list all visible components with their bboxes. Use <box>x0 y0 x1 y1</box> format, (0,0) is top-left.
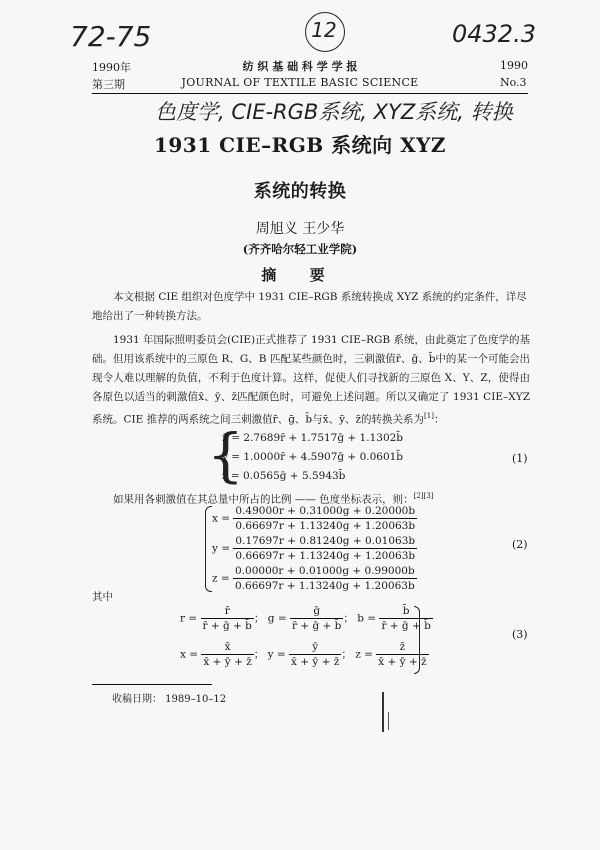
eq3-y-fraction <box>289 640 341 669</box>
eq1-line-z: z̄ = 0.0565ḡ + 5.5943b̄ <box>222 470 346 482</box>
eq3-z-numerator: z̄ <box>376 640 428 655</box>
eq1-line-y: ȳ = 1.0000r̄ + 4.5907ḡ + 0.0601b̄ <box>222 451 404 463</box>
equation-1 <box>222 432 522 494</box>
eq3-sep: ； <box>253 648 265 661</box>
eq2-row-y <box>212 534 512 564</box>
eq3-number: (3) <box>512 628 528 641</box>
handwritten-circle-number: 12 <box>311 18 337 42</box>
eq3-x-denominator: x̄ + ȳ + z̄ <box>203 656 252 668</box>
eq2-y-denominator: 0.66697r + 1.13240g + 1.20063b <box>235 550 416 562</box>
eq2-number: (2) <box>512 538 528 551</box>
handwritten-page-range: 72-75 <box>70 20 152 53</box>
eq3-z-lhs: z = <box>355 648 373 661</box>
eq2-x-denominator: 0.66697r + 1.13240g + 1.20063b <box>235 520 416 532</box>
header-journal-cn: 纺 织 基 础 科 学 学 报 <box>242 60 358 73</box>
authors: 周旭义 王少华 <box>255 221 345 237</box>
header-issue-right: No.3 <box>500 76 527 89</box>
eq3-g-numerator: ḡ <box>290 604 343 619</box>
eq3-b-numerator: b̄ <box>379 604 432 619</box>
eq2-z-lhs: z = <box>212 572 230 585</box>
eq3-y-denominator: x̄ + ȳ + z̄ <box>291 656 340 668</box>
eq3-row-1 <box>180 604 431 636</box>
header-rule <box>92 93 528 94</box>
eq2-z-denominator: 0.66697r + 1.13240g + 1.20063b <box>235 580 415 592</box>
eq2-y-numerator: 0.17697r + 0.81240g + 0.01063b <box>235 535 416 547</box>
eq3-y-numerator: ȳ <box>289 640 341 655</box>
equation-2 <box>212 504 512 594</box>
eq2-x-numerator: 0.49000r + 0.31000g + 0.20000b <box>235 505 416 517</box>
eq3-r-numerator: r̄ <box>201 604 254 619</box>
eq3-z-fraction <box>376 640 428 669</box>
scan-mark <box>382 692 384 732</box>
eq3-b-lhs: b = <box>357 612 377 625</box>
eq2-z-numerator: 0.00000r + 0.01000g + 0.99000b <box>235 565 415 577</box>
body-qizhong: 其中 <box>92 591 113 603</box>
eq3-y-lhs: y = <box>267 648 286 661</box>
body-paragraph-1 <box>92 331 530 430</box>
eq2-y-fraction <box>233 534 417 563</box>
eq3-b-denominator: r̄ + ḡ + b̄ <box>381 620 431 632</box>
abstract-heading: 摘 要 <box>261 266 339 284</box>
citation-1: [1] <box>424 412 434 420</box>
eq3-sep: ； <box>341 648 352 661</box>
handwritten-classification: 0432.3 <box>452 20 536 48</box>
eq1-brace: { <box>207 421 244 489</box>
eq3-right-brace <box>414 606 420 674</box>
eq2-x-lhs: x = <box>212 512 231 525</box>
handwritten-keywords: 色度学, CIE-RGB系统, XYZ系统, 转换 <box>155 100 513 124</box>
eq3-r-fraction <box>201 604 254 633</box>
body-paragraph-2-text: 如果用各刺激值在其总量中所占的比例 —— 色度坐标表示，则： <box>113 493 414 506</box>
eq3-row-2 <box>180 640 427 672</box>
header-issue-left: 第三期 <box>92 78 125 91</box>
paper-title-line2: 系统的转换 <box>253 181 347 202</box>
body-paragraph-1-text: 1931 年国际照明委员会(CIE)正式推荐了 1931 CIE–RGB 系统，由此奠定了色度学的基础。但用该系统中的三原色 R、G、B 匹配某些颜色时，三刺激值r̄、ḡ、b̄中的某一个可能会出现令人难以理解的负值，不利于色度计算。这样，促使人们寻找新的三原色 X、Y、Z，使得由各原色以适当的刺激值x̄、ȳ、z̄匹配颜色时，可避免上述问题。所以又确定了 1931 CIE–XYZ 系统。CIE 推荐的两系统之间三刺激值r̄、ḡ、b̄与x̄、ȳ、z̄的转换关系为 <box>92 334 530 426</box>
header-year-left: 1990年 <box>92 61 131 74</box>
eq3-sep: ； <box>253 612 265 625</box>
eq3-x-lhs: x = <box>180 648 199 661</box>
eq3-r-denominator: r̄ + ḡ + b̄ <box>202 620 252 632</box>
affiliation: (齐齐哈尔轻工业学院) <box>242 242 358 256</box>
eq2-row-x <box>212 504 512 534</box>
eq3-g-denominator: r̄ + ḡ + b̄ <box>291 620 342 632</box>
citation-2: [2][3] <box>413 492 434 500</box>
eq2-y-lhs: y = <box>212 542 231 555</box>
eq3-z-denominator: x̄ + ȳ + z̄ <box>378 656 427 668</box>
header-year-right: 1990 <box>500 59 528 72</box>
eq3-g-lhs: g = <box>267 612 287 625</box>
abstract-text: 本文根据 CIE 组织对色度学中 1931 CIE–RGB 系统转换成 XYZ 系统的约定条件，详尽地给出了一种转换方法。 <box>92 291 527 322</box>
eq3-b-fraction <box>379 604 432 633</box>
eq3-g-fraction <box>290 604 343 633</box>
eq1-line-x: x̄ = 2.7689r̄ + 1.7517ḡ + 1.1302b̄ <box>222 432 404 444</box>
eq3-x-numerator: x̄ <box>201 640 253 655</box>
eq2-brace <box>205 506 212 592</box>
body-paragraph-1-end: ： <box>433 413 445 426</box>
eq3-r-lhs: r = <box>180 612 198 625</box>
equation-3 <box>180 604 431 672</box>
header-journal-en: JOURNAL OF TEXTILE BASIC SCIENCE <box>181 76 419 89</box>
received-date: 收稿日期： 1989–10–12 <box>112 694 227 705</box>
eq3-x-fraction <box>201 640 253 669</box>
paper-title-line1: 1931 CIE–RGB 系统向 XYZ <box>153 133 447 157</box>
eq2-x-fraction <box>233 504 417 533</box>
eq1-number: (1) <box>512 452 528 465</box>
scan-mark <box>388 712 389 730</box>
eq3-sep: ； <box>343 612 354 625</box>
footnote-rule <box>92 684 212 685</box>
